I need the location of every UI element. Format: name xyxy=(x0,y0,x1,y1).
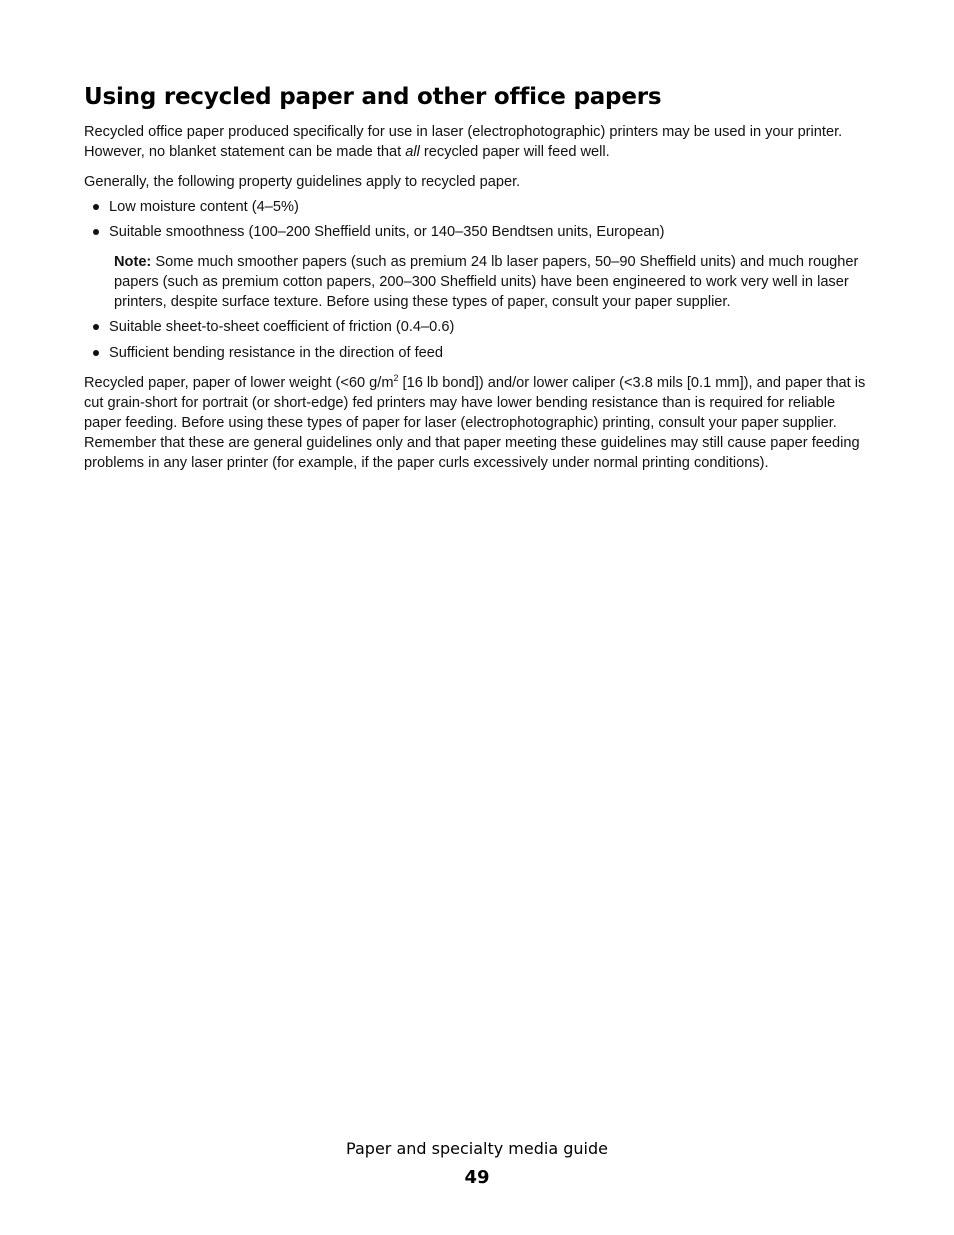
note-label: Note: xyxy=(114,254,152,270)
bullet-icon xyxy=(93,324,99,330)
note-text: Some much smoother papers (such as premium 24 lb laser papers, 50–90 Sheffield units) and much rougher papers (such as premium cotton papers, 200–300 Sheffield units) have been engineered to work very well in laser printers, despite surface texture. Before using these types of paper, consult your paper supplier. xyxy=(114,254,859,310)
page-content xyxy=(84,82,874,473)
list-item xyxy=(84,197,874,217)
bullet-icon xyxy=(93,229,99,235)
superscript: 2 xyxy=(393,373,399,383)
note-paragraph xyxy=(114,252,874,312)
list-item-text: Sufficient bending resistance in the direction of feed xyxy=(109,345,443,361)
list-item-text: Low moisture content (4–5%) xyxy=(109,199,299,215)
list-item xyxy=(84,343,874,363)
guidelines-list-continued xyxy=(84,317,874,363)
guidelines-list xyxy=(84,197,874,242)
list-item-text: Suitable sheet-to-sheet coefficient of friction (0.4–0.6) xyxy=(109,319,455,335)
bullet-icon xyxy=(93,204,99,210)
bullet-icon xyxy=(93,350,99,356)
closing-text-end: [16 lb bond]) and/or lower caliper (<3.8 mils [0.1 mm]), and paper that is cut grain-short for portrait (or short-edge) fed printers may have lower bending resistance than is required for reliable paper feeding. Before using these types of paper for laser (electrophotographic) printing, consult your paper supplier. Remember that these are general guidelines only and that paper meeting these guidelines may still cause paper feeding problems in any laser printer (for example, if the paper curls excessively under normal printing conditions). xyxy=(84,375,866,471)
intro-paragraph xyxy=(84,122,874,162)
closing-text-start: Recycled paper, paper of lower weight (<60 g/m xyxy=(84,375,394,391)
intro-text-end: recycled paper will feed well. xyxy=(419,144,610,160)
intro-text-start: Recycled office paper produced specifically for use in laser (electrophotographic) printers may be used in your printer. However, no blanket statement can be made that xyxy=(84,124,843,160)
list-item-text: Suitable smoothness (100–200 Sheffield units, or 140–350 Bendtsen units, European) xyxy=(109,224,665,240)
list-item xyxy=(84,222,874,242)
intro-emphasis: all xyxy=(405,144,420,160)
page-number: 49 xyxy=(464,1167,490,1188)
closing-paragraph xyxy=(84,373,874,473)
guidelines-intro-paragraph: Generally, the following property guidelines apply to recycled paper. xyxy=(84,174,521,190)
section-heading: Using recycled paper and other office papers xyxy=(84,84,662,110)
list-item xyxy=(84,317,874,337)
footer-guide-title: Paper and specialty media guide xyxy=(346,1139,608,1158)
